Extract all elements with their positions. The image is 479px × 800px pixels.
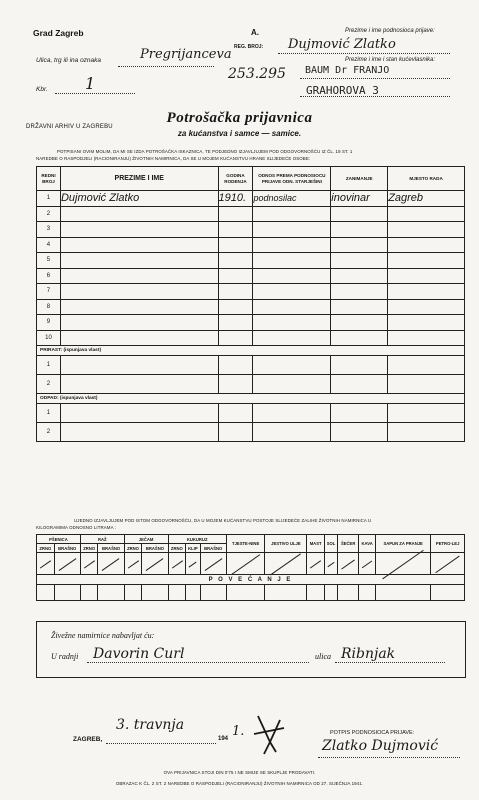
person-no-cell: 2 <box>37 206 61 222</box>
odpad-cell <box>218 404 253 423</box>
stock-value-cell <box>200 553 226 575</box>
person-row <box>37 330 465 346</box>
stock-value-cell <box>142 553 168 575</box>
stock-value-cell <box>338 553 359 575</box>
stock-sub-header: KLIP <box>186 544 200 553</box>
city-label: Grad Zagreb <box>33 28 84 38</box>
person-name-cell <box>60 315 218 331</box>
prirast-row <box>37 375 465 394</box>
date-line <box>106 743 216 744</box>
person-occupation-cell <box>331 237 388 253</box>
person-no-cell: 7 <box>37 284 61 300</box>
landlord-name: BAUM Dr FRANJO <box>305 65 390 76</box>
prirast-cell <box>218 356 253 375</box>
signature-line <box>318 757 460 758</box>
stock-value-cell <box>324 553 337 575</box>
landlord-line-1 <box>300 78 450 79</box>
stock-increase-cell <box>265 585 307 601</box>
year-prefix: 194 <box>218 736 229 742</box>
person-row <box>37 268 465 284</box>
stock-increase-cell <box>359 585 376 601</box>
person-name-cell <box>60 268 218 284</box>
stock-increase-cell <box>98 585 124 601</box>
stock-value-cell <box>226 553 265 575</box>
prirast-cell <box>253 356 331 375</box>
stock-value-cell <box>265 553 307 575</box>
signature-value: Zlatko Dujmović <box>322 738 439 754</box>
person-row <box>37 191 465 207</box>
person-relation-cell <box>253 237 331 253</box>
odpad-cell <box>331 404 388 423</box>
person-no-cell: 9 <box>37 315 61 331</box>
house-no-label: Kbr. <box>36 86 48 93</box>
submitter-value: Dujmović Zlatko <box>288 37 396 52</box>
stock-sub-header: BRAŠNO <box>142 544 168 553</box>
person-year-cell: 1910. <box>218 191 253 207</box>
landlord-label: Prezime i ime i stan kućevlasnika: <box>345 57 436 63</box>
prirast-row-number: 2 <box>37 375 61 394</box>
person-occupation-cell <box>331 253 388 269</box>
person-relation-cell <box>253 330 331 346</box>
person-name-cell: Dujmović Zlatko <box>60 191 218 207</box>
person-no-cell: 1 <box>37 191 61 207</box>
stock-increase-cell <box>226 585 265 601</box>
supply-street-value: Ribnjak <box>341 646 396 662</box>
increase-label: P O V E Ć A N J E <box>37 575 465 585</box>
prirast-cell <box>253 375 331 394</box>
person-workplace-cell <box>388 237 465 253</box>
stock-increase-cell <box>186 585 200 601</box>
person-row <box>37 284 465 300</box>
person-name-cell <box>60 284 218 300</box>
stock-value-cell <box>359 553 376 575</box>
person-year-cell <box>218 330 253 346</box>
person-occupation-cell <box>331 206 388 222</box>
col-header-workplace: MJESTO RADA <box>388 167 465 191</box>
shop-label: U radnji <box>51 652 79 661</box>
stock-value-cell <box>431 553 465 575</box>
stock-increase-cell <box>375 585 430 601</box>
stock-increase-cell <box>80 585 98 601</box>
section-letter: A. <box>251 28 259 37</box>
reg-no-label: REG. BROJ: <box>234 44 264 50</box>
person-occupation-cell <box>331 268 388 284</box>
col-header-name: PREZIME I IME <box>60 167 218 191</box>
stock-sub-header: ZRNO <box>124 544 142 553</box>
person-row <box>37 315 465 331</box>
stock-sub-header: BRAŠNO <box>54 544 80 553</box>
prirast-cell <box>388 375 465 394</box>
stock-group-header: KUKURUZ <box>168 535 226 544</box>
person-no-cell: 6 <box>37 268 61 284</box>
person-row <box>37 206 465 222</box>
house-no-line <box>55 93 135 94</box>
person-occupation-cell <box>331 222 388 238</box>
shop-value: Davorin Curl <box>93 646 185 662</box>
stock-sub-header: ZRNO <box>168 544 186 553</box>
person-name-cell <box>60 222 218 238</box>
odpad-row-number: 2 <box>37 423 61 442</box>
person-workplace-cell: Zagreb <box>388 191 465 207</box>
stock-group-header: JEČAM <box>124 535 168 544</box>
stock-increase-cell <box>431 585 465 601</box>
person-name-cell <box>60 253 218 269</box>
person-name-cell <box>60 299 218 315</box>
person-workplace-cell <box>388 315 465 331</box>
street-line <box>118 66 214 67</box>
person-workplace-cell <box>388 222 465 238</box>
odpad-cell <box>388 404 465 423</box>
person-year-cell <box>218 237 253 253</box>
price-note: OVA PRIJAVNICA STOJI DIN 0'75 I NE SMIJE SE SKUPLJE PRODAVATI. <box>163 770 316 775</box>
archive-stamp: DRŽAVNI ARHIV U ZAGREBU <box>26 124 113 130</box>
odpad-row <box>37 404 465 423</box>
form-subtitle: za kućanstva i samce — samice. <box>177 129 302 138</box>
stock-increase-cell <box>124 585 142 601</box>
street-value: Pregrijanceva <box>140 47 232 62</box>
person-workplace-cell <box>388 299 465 315</box>
prirast-row <box>37 356 465 375</box>
col-header-rbr: REDNI BROJ <box>37 167 61 191</box>
person-workplace-cell <box>388 284 465 300</box>
supply-street-label: ulica <box>315 652 331 661</box>
odpad-cell <box>253 423 331 442</box>
odpad-cell <box>60 404 218 423</box>
person-name-cell <box>60 206 218 222</box>
stock-table <box>36 534 465 601</box>
person-relation-cell <box>253 299 331 315</box>
stock-value-cell <box>124 553 142 575</box>
person-year-cell <box>218 299 253 315</box>
signature-flourish <box>250 712 290 757</box>
person-occupation-cell <box>331 299 388 315</box>
prirast-row-number: 1 <box>37 356 61 375</box>
stock-sub-header: BRAŠNO <box>200 544 226 553</box>
intro-line-2: NAREDBE O RASPODJELI (RACIONIRANJU) ŽIVOTNIH NAMIRNICA, DA SE U MOJEM KUĆANSTVU HRANE SLIJEDEĆE OSOBE: <box>36 156 311 161</box>
person-relation-cell <box>253 315 331 331</box>
person-row <box>37 253 465 269</box>
col-header-relation: ODNOS PREMA PODNOSIOCU PRIJAVE ODN. STARJEŠINI <box>253 167 331 191</box>
year-suffix: 1. <box>232 724 245 739</box>
supply-box <box>36 621 466 678</box>
stock-sub-header: ZRNO <box>37 544 55 553</box>
stock-line-2: KILOGRAMIMA ODNOSNO LITRAMA : <box>36 525 116 530</box>
person-relation-cell: podnosilac <box>253 191 331 207</box>
col-header-year: GODINA RODENJA <box>218 167 253 191</box>
persons-table <box>36 166 465 442</box>
supply-title: Živežne namirnice nabavljat ću: <box>51 631 155 640</box>
prirast-cell <box>331 375 388 394</box>
person-year-cell <box>218 206 253 222</box>
prirast-cell <box>60 356 218 375</box>
stock-group-header: RAŽ <box>80 535 124 544</box>
stock-increase-cell <box>142 585 168 601</box>
odpad-row <box>37 423 465 442</box>
person-occupation-cell <box>331 330 388 346</box>
person-occupation-cell: inovinar <box>331 191 388 207</box>
house-no-value: 1 <box>85 74 96 93</box>
stock-value-cell <box>37 553 55 575</box>
odpad-cell <box>331 423 388 442</box>
stock-item-header: TJESTE-NINE <box>226 535 265 553</box>
signature-label: POTPIS PODNOSIOCA PRIJAVE: <box>330 730 415 736</box>
regulation-note: OBRAZAC K ČL. 2 ST. 2 NAREDBE O RASPODJELI (RACIONIRANJU) ŽIVOTNIH NAMIRNICA OD 27. SIJEČNJA 1941. <box>115 781 364 786</box>
stock-increase-cell <box>168 585 186 601</box>
person-workplace-cell <box>388 253 465 269</box>
odpad-cell <box>388 423 465 442</box>
prirast-cell <box>331 356 388 375</box>
person-row <box>37 299 465 315</box>
stock-item-header: PETRO-LEJ <box>431 535 465 553</box>
person-relation-cell <box>253 222 331 238</box>
person-relation-cell <box>253 268 331 284</box>
stock-increase-cell <box>307 585 325 601</box>
person-relation-cell <box>253 206 331 222</box>
person-no-cell: 8 <box>37 299 61 315</box>
person-workplace-cell <box>388 268 465 284</box>
submitter-label: Prezime i ime podnosioca prijave: <box>345 28 435 34</box>
person-workplace-cell <box>388 206 465 222</box>
stock-value-cell <box>98 553 124 575</box>
person-occupation-cell <box>331 284 388 300</box>
stock-group-header: PŠENICA <box>37 535 81 544</box>
stock-value-cell <box>54 553 80 575</box>
prirast-cell <box>218 375 253 394</box>
stock-value-cell <box>168 553 186 575</box>
odpad-row-number: 1 <box>37 404 61 423</box>
stock-item-header: ŠEĆER <box>338 535 359 553</box>
person-year-cell <box>218 315 253 331</box>
odpad-cell <box>253 404 331 423</box>
person-name-cell <box>60 237 218 253</box>
stock-increase-cell <box>200 585 226 601</box>
stock-item-header: KAVA <box>359 535 376 553</box>
person-row <box>37 237 465 253</box>
person-workplace-cell <box>388 330 465 346</box>
form-title: Potrošačka prijavnica <box>166 110 313 126</box>
intro-line-1: POTPISANI OVIM MOLIM, DA MI SE IZDA POTROŠAČKA ISKAZNICA, TE PODJEDNO IZJAVLJUJEM POD ODGOVORNOŠĆU IZ ČL. 18 ST. 1 <box>57 149 353 154</box>
col-header-occupation: ZANIMANJE <box>331 167 388 191</box>
person-relation-cell <box>253 284 331 300</box>
stock-increase-cell <box>37 585 55 601</box>
person-occupation-cell <box>331 315 388 331</box>
stock-sub-header: BRAŠNO <box>98 544 124 553</box>
street-label: Ulica, trg ili ina oznaka <box>36 57 102 64</box>
odpad-cell <box>218 423 253 442</box>
shop-line <box>87 662 309 663</box>
stock-value-cell <box>186 553 200 575</box>
stock-value-cell <box>307 553 325 575</box>
stock-item-header: SAPUN ZA PRANJE <box>375 535 430 553</box>
stock-value-cell <box>80 553 98 575</box>
odpad-label: ODPAD: (ispunjava vlast) <box>37 394 465 404</box>
stock-item-header: SOL <box>324 535 337 553</box>
person-year-cell <box>218 268 253 284</box>
prirast-label: PRIRAST: (ispunjava vlast) <box>37 346 465 356</box>
supply-street-line <box>335 662 445 663</box>
place-label: ZAGREB, <box>73 736 103 743</box>
person-relation-cell <box>253 253 331 269</box>
person-year-cell <box>218 253 253 269</box>
stock-increase-cell <box>338 585 359 601</box>
prirast-cell <box>388 356 465 375</box>
person-name-cell <box>60 330 218 346</box>
stock-sub-header: ZRNO <box>80 544 98 553</box>
person-no-cell: 10 <box>37 330 61 346</box>
stock-increase-cell <box>324 585 337 601</box>
submitter-line <box>278 53 450 54</box>
reg-no-value: 253.295 <box>228 66 286 82</box>
odpad-cell <box>60 423 218 442</box>
person-no-cell: 4 <box>37 237 61 253</box>
person-year-cell <box>218 284 253 300</box>
person-no-cell: 3 <box>37 222 61 238</box>
stock-item-header: MAST <box>307 535 325 553</box>
stock-value-cell <box>375 553 430 575</box>
landlord-address: GRAHOROVA 3 <box>306 84 379 97</box>
prirast-cell <box>60 375 218 394</box>
person-no-cell: 5 <box>37 253 61 269</box>
stock-line-1: UJEDNO IZJAVLJUJEM POD ISTOM ODGOVORNOŠĆU, DA U MOJEM KUĆANSTVU POSTOJE SLIJEDEĆE ZALIHE ŽIVOTNIH NAMIRNICA U <box>74 518 372 523</box>
stock-item-header: JESTIVO ULJE <box>265 535 307 553</box>
date-value: 3. travnja <box>116 717 185 733</box>
person-year-cell <box>218 222 253 238</box>
stock-increase-cell <box>54 585 80 601</box>
person-row <box>37 222 465 238</box>
